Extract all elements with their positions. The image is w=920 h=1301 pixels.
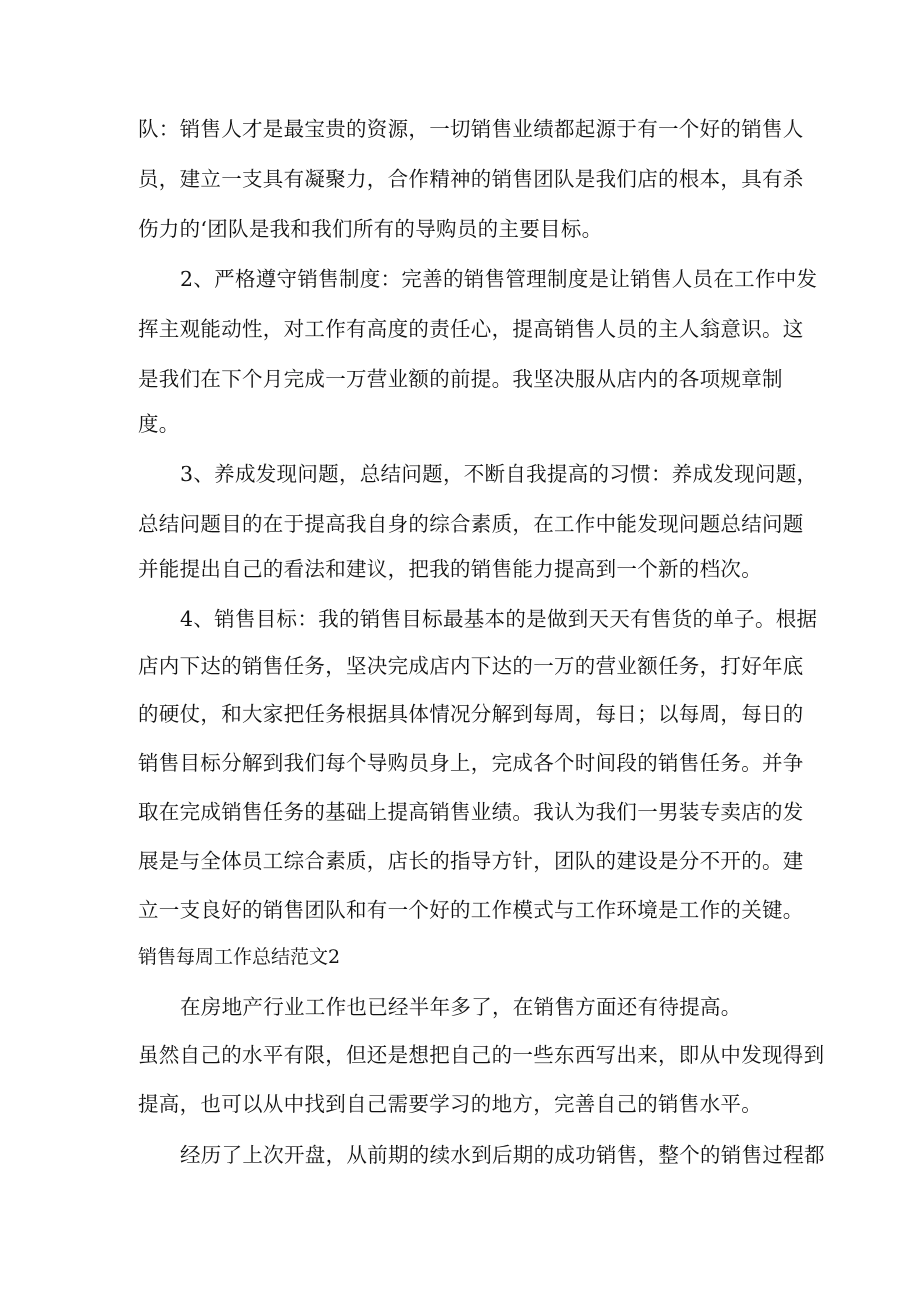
text-line: 虽然自己的水平有限，但还是想把自己的一些东西写出来，即从中发现得到 bbox=[138, 1043, 825, 1067]
section-heading: 销售每周工作总结范文2 bbox=[138, 946, 341, 968]
text-line: 队：销售人才是最宝贵的资源，一切销售业绩都起源于有一个好的销售人 bbox=[138, 117, 804, 141]
paragraph-3-start: 3、养成发现问题，总结问题，不断自我提高的习惯：养成发现问题， bbox=[180, 462, 818, 486]
text-line: 销售目标分解到我们每个导购员身上，完成各个时间段的销售任务。并争 bbox=[138, 751, 804, 775]
text-line: 店内下达的销售任务，坚决完成店内下达的一万的营业额任务，打好年底 bbox=[138, 654, 804, 678]
text-line: 员，建立一支具有凝聚力，合作精神的销售团队是我们店的根本，具有杀 bbox=[138, 167, 804, 191]
text-line: 度。 bbox=[138, 412, 180, 436]
paragraph-2-start: 2、严格遵守销售制度：完善的销售管理制度是让销售人员在工作中发 bbox=[180, 267, 818, 291]
text-line: 的硬仗，和大家把任务根据具体情况分解到每周，每日；以每周，每日的 bbox=[138, 702, 804, 726]
paragraph-next-start: 经历了上次开盘，从前期的续水到后期的成功销售，整个的销售过程都 bbox=[180, 1143, 825, 1167]
text-line: 展是与全体员工综合素质，店长的指导方针，团队的建设是分不开的。建 bbox=[138, 849, 804, 873]
paragraph-4-start: 4、销售目标：我的销售目标最基本的是做到天天有售货的单子。根据 bbox=[180, 607, 818, 631]
text-line: 提高，也可以从中找到自己需要学习的地方，完善自己的销售水平。 bbox=[138, 1092, 762, 1116]
text-line: 并能提出自己的看法和建议，把我的销售能力提高到一个新的档次。 bbox=[138, 557, 762, 581]
text-line: 伤力的‘团队是我和我们所有的导购员的主要目标。 bbox=[138, 217, 603, 241]
text-line: 是我们在下个月完成一万营业额的前提。我坚决服从店内的各项规章制 bbox=[138, 367, 783, 391]
text-line: 总结问题目的在于提高我自身的综合素质，在工作中能发现问题总结问题 bbox=[138, 512, 804, 536]
paragraph-intro: 在房地产行业工作也已经半年多了，在销售方面还有待提高。 bbox=[180, 995, 742, 1019]
text-line: 取在完成销售任务的基础上提高销售业绩。我认为我们一男装专卖店的发 bbox=[138, 800, 804, 824]
text-line: 挥主观能动性，对工作有高度的责任心，提高销售人员的主人翁意识。这 bbox=[138, 317, 804, 341]
text-line: 立一支良好的销售团队和有一个好的工作模式与工作环境是工作的关键。 bbox=[138, 898, 804, 922]
